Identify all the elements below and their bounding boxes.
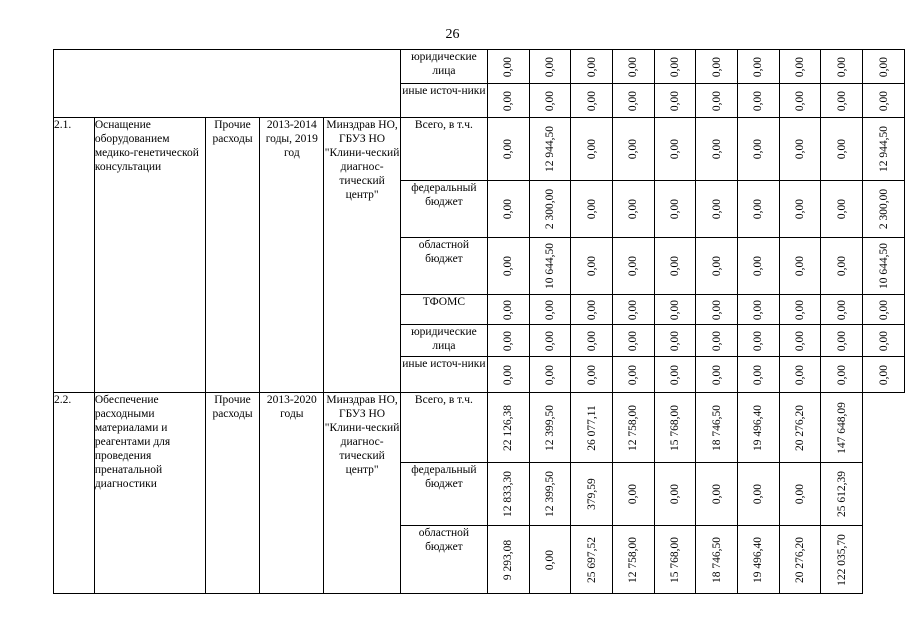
value-text: 0,00	[752, 138, 765, 160]
value-cell	[529, 526, 571, 594]
value-cell	[654, 238, 696, 295]
value-cell	[696, 238, 738, 295]
value-cell	[487, 295, 529, 325]
value-cell	[696, 357, 738, 393]
value-text: 19 496,40	[752, 536, 765, 583]
value-text: 0,00	[668, 364, 681, 385]
value-text: 0,00	[794, 90, 807, 111]
value-cell	[487, 181, 529, 238]
value-text: 0,00	[794, 138, 807, 160]
value-text: 20 276,20	[794, 404, 807, 451]
executor: Минздрав НО, ГБУЗ НО "Клини-ческий диагнос-тический центр"	[324, 118, 401, 393]
value-cell	[529, 295, 571, 325]
value-cell	[863, 238, 905, 295]
value-text: 0,00	[710, 483, 723, 505]
value-cell	[863, 84, 905, 118]
source-label-cell: Всего, в т.ч.	[400, 393, 487, 463]
value-cell	[571, 50, 613, 84]
value-text: 15 768,00	[668, 404, 681, 451]
value-text: 0,00	[543, 299, 556, 320]
value-text: 0,00	[502, 56, 515, 77]
source-label-cell: юридические лица	[400, 325, 487, 357]
value-text: 0,00	[835, 255, 848, 277]
value-text: 12 833,30	[502, 471, 515, 517]
source-label-cell: Всего, в т.ч.	[400, 118, 487, 181]
value-text: 10 644,50	[877, 243, 890, 289]
value-text: 12 944,50	[543, 126, 556, 172]
value-text: 0,00	[877, 56, 890, 77]
value-cell	[654, 463, 696, 526]
value-text: 0,00	[585, 56, 598, 77]
value-cell	[863, 295, 905, 325]
value-text: 0,00	[502, 90, 515, 111]
value-text: 0,00	[585, 198, 598, 220]
value-text: 0,00	[710, 364, 723, 385]
value-cell	[738, 118, 780, 181]
value-cell	[821, 325, 863, 357]
value-cell	[696, 118, 738, 181]
value-text: 0,00	[835, 138, 848, 160]
executor: Минздрав НО, ГБУЗ НО "Клини-ческий диагнос-тический центр"	[324, 393, 401, 594]
value-text: 0,00	[794, 330, 807, 351]
value-cell	[571, 325, 613, 357]
funding-table	[53, 49, 905, 594]
value-cell	[696, 295, 738, 325]
value-text: 0,00	[752, 255, 765, 277]
value-text: 0,00	[794, 255, 807, 277]
table-row	[54, 393, 905, 463]
value-cell	[571, 357, 613, 393]
value-cell	[696, 181, 738, 238]
value-text: 0,00	[502, 255, 515, 277]
value-text: 0,00	[794, 483, 807, 505]
value-cell	[863, 325, 905, 357]
value-cell	[779, 526, 821, 594]
value-text: 0,00	[752, 198, 765, 220]
value-cell	[863, 181, 905, 238]
value-text: 379,59	[585, 478, 598, 510]
expense-type: Прочие расходы	[205, 118, 260, 393]
value-text: 0,00	[502, 330, 515, 351]
value-text: 0,00	[877, 330, 890, 351]
value-cell	[654, 84, 696, 118]
value-text: 0,00	[710, 299, 723, 320]
value-cell	[863, 118, 905, 181]
value-text: 19 496,40	[752, 404, 765, 451]
value-cell	[654, 526, 696, 594]
expense-type: Прочие расходы	[205, 393, 260, 594]
value-text: 0,00	[752, 364, 765, 385]
value-text: 0,00	[627, 138, 640, 160]
value-cell	[487, 526, 529, 594]
value-cell	[696, 526, 738, 594]
value-text: 0,00	[543, 90, 556, 111]
value-cell	[738, 526, 780, 594]
value-text: 0,00	[794, 299, 807, 320]
value-text: 0,00	[627, 364, 640, 385]
value-cell	[529, 181, 571, 238]
value-text: 0,00	[794, 364, 807, 385]
value-cell	[821, 526, 863, 594]
value-text: 0,00	[668, 138, 681, 160]
value-cell	[571, 118, 613, 181]
value-text: 0,00	[627, 198, 640, 220]
source-label-cell: иные источ-ники	[400, 357, 487, 393]
value-text: 15 768,00	[668, 536, 681, 583]
value-cell	[612, 238, 654, 295]
value-cell	[654, 357, 696, 393]
value-cell	[779, 181, 821, 238]
page-number: 26	[445, 27, 460, 42]
value-cell	[571, 84, 613, 118]
value-cell	[487, 238, 529, 295]
value-cell	[612, 181, 654, 238]
value-cell	[779, 393, 821, 463]
value-cell	[821, 50, 863, 84]
value-text: 26 077,11	[585, 404, 598, 451]
value-cell	[821, 118, 863, 181]
value-text: 0,00	[668, 198, 681, 220]
value-cell	[612, 357, 654, 393]
value-cell	[612, 84, 654, 118]
value-text: 20 276,20	[794, 536, 807, 583]
source-label-cell: федеральный бюджет	[400, 181, 487, 238]
value-cell	[696, 393, 738, 463]
value-cell	[571, 181, 613, 238]
value-text: 25 612,39	[835, 471, 848, 517]
value-text: 10 644,50	[543, 243, 556, 289]
value-cell	[821, 357, 863, 393]
value-text: 147 648,09	[835, 401, 848, 454]
value-cell	[738, 238, 780, 295]
value-text: 0,00	[627, 90, 640, 111]
value-text: 12 944,50	[877, 126, 890, 172]
item-number: 2.1.	[54, 118, 95, 393]
value-text: 0,00	[502, 138, 515, 160]
value-text: 0,00	[835, 90, 848, 111]
value-cell	[738, 295, 780, 325]
value-cell	[612, 526, 654, 594]
value-cell	[779, 295, 821, 325]
value-cell	[571, 238, 613, 295]
value-text: 18 746,50	[710, 536, 723, 583]
value-text: 2 300,00	[543, 188, 556, 230]
value-cell	[487, 50, 529, 84]
value-cell	[529, 357, 571, 393]
value-text: 0,00	[752, 330, 765, 351]
item-name: Оснащение оборудованием медико-генетической консультации	[94, 118, 205, 393]
value-cell	[529, 84, 571, 118]
value-text: 0,00	[668, 255, 681, 277]
value-cell	[779, 325, 821, 357]
value-cell	[696, 50, 738, 84]
value-text: 0,00	[835, 299, 848, 320]
value-text: 0,00	[710, 198, 723, 220]
value-text: 0,00	[710, 138, 723, 160]
value-cell	[696, 463, 738, 526]
value-cell	[529, 325, 571, 357]
value-text: 0,00	[627, 255, 640, 277]
value-text: 12 399,50	[543, 471, 556, 517]
value-cell	[654, 181, 696, 238]
value-cell	[863, 357, 905, 393]
value-text: 0,00	[585, 255, 598, 277]
value-cell	[654, 295, 696, 325]
value-cell	[779, 84, 821, 118]
source-label-cell: ТФОМС	[400, 295, 487, 325]
value-text: 0,00	[585, 364, 598, 385]
value-text: 12 399,50	[543, 404, 556, 451]
value-text: 0,00	[502, 299, 515, 320]
implementation-period: 2013-2020 годы	[260, 393, 324, 594]
value-text: 0,00	[794, 198, 807, 220]
value-text: 0,00	[710, 56, 723, 77]
value-text: 0,00	[835, 330, 848, 351]
implementation-period: 2013-2014 годы, 2019 год	[260, 118, 324, 393]
value-cell	[738, 325, 780, 357]
value-cell	[779, 238, 821, 295]
value-cell	[738, 393, 780, 463]
value-text: 122 035,70	[835, 533, 848, 586]
value-cell	[487, 393, 529, 463]
value-cell	[612, 118, 654, 181]
source-label-cell: областной бюджет	[400, 238, 487, 295]
value-text: 0,00	[710, 90, 723, 111]
value-cell	[529, 50, 571, 84]
value-cell	[779, 463, 821, 526]
value-cell	[487, 118, 529, 181]
value-text: 12 758,00	[627, 536, 640, 583]
value-text: 0,00	[668, 90, 681, 111]
value-text: 0,00	[835, 198, 848, 220]
value-text: 18 746,50	[710, 404, 723, 451]
value-text: 0,00	[710, 330, 723, 351]
item-number: 2.2.	[54, 393, 95, 594]
value-cell	[779, 50, 821, 84]
value-cell	[529, 463, 571, 526]
value-cell	[654, 393, 696, 463]
value-text: 0,00	[710, 255, 723, 277]
table-row	[54, 50, 905, 84]
value-text: 0,00	[627, 56, 640, 77]
value-text: 2 300,00	[877, 188, 890, 230]
value-cell	[738, 181, 780, 238]
source-label-cell: иные источ-ники	[400, 84, 487, 118]
source-label-cell: федеральный бюджет	[400, 463, 487, 526]
value-text: 12 758,00	[627, 404, 640, 451]
value-cell	[529, 238, 571, 295]
value-cell	[529, 118, 571, 181]
value-cell	[821, 463, 863, 526]
value-cell	[654, 118, 696, 181]
value-text: 0,00	[752, 90, 765, 111]
value-text: 0,00	[627, 299, 640, 320]
value-cell	[738, 463, 780, 526]
value-cell	[571, 393, 613, 463]
value-text: 0,00	[585, 90, 598, 111]
value-text: 0,00	[502, 198, 515, 220]
value-cell	[654, 325, 696, 357]
value-text: 0,00	[627, 483, 640, 505]
value-text: 0,00	[585, 299, 598, 320]
value-cell	[571, 526, 613, 594]
value-cell	[612, 50, 654, 84]
value-text: 22 126,38	[502, 404, 515, 451]
value-cell	[487, 357, 529, 393]
continuation-blank-cell	[54, 50, 401, 118]
value-cell	[779, 118, 821, 181]
value-cell	[821, 295, 863, 325]
value-cell	[571, 295, 613, 325]
value-text: 25 697,52	[585, 536, 598, 583]
value-cell	[821, 238, 863, 295]
value-text: 0,00	[585, 330, 598, 351]
value-text: 0,00	[752, 483, 765, 505]
value-cell	[529, 393, 571, 463]
value-cell	[863, 50, 905, 84]
value-cell	[487, 463, 529, 526]
value-text: 0,00	[835, 56, 848, 77]
item-name: Обеспечение расходными материалами и реагентами для проведения пренатальной диагностики	[94, 393, 205, 594]
value-text: 0,00	[543, 330, 556, 351]
value-cell	[696, 325, 738, 357]
value-cell	[738, 50, 780, 84]
value-cell	[612, 393, 654, 463]
value-text: 9 293,08	[502, 539, 515, 580]
value-text: 0,00	[877, 90, 890, 111]
value-text: 0,00	[877, 364, 890, 385]
value-cell	[738, 84, 780, 118]
value-cell	[612, 325, 654, 357]
value-cell	[696, 84, 738, 118]
table-row	[54, 118, 905, 181]
value-text: 0,00	[543, 549, 556, 570]
value-cell	[612, 463, 654, 526]
source-label-cell: областной бюджет	[400, 526, 487, 594]
value-text: 0,00	[543, 364, 556, 385]
value-cell	[487, 325, 529, 357]
value-cell	[654, 50, 696, 84]
value-cell	[821, 181, 863, 238]
value-cell	[612, 295, 654, 325]
value-text: 0,00	[668, 330, 681, 351]
table-body	[54, 50, 905, 594]
value-text: 0,00	[668, 483, 681, 505]
source-label-cell: юридические лица	[400, 50, 487, 84]
value-text: 0,00	[627, 330, 640, 351]
value-text: 0,00	[585, 138, 598, 160]
value-text: 0,00	[835, 364, 848, 385]
value-text: 0,00	[752, 299, 765, 320]
value-text: 0,00	[668, 299, 681, 320]
value-cell	[487, 84, 529, 118]
value-cell	[738, 357, 780, 393]
value-text: 0,00	[877, 299, 890, 320]
value-text: 0,00	[668, 56, 681, 77]
value-text: 0,00	[794, 56, 807, 77]
value-text: 0,00	[752, 56, 765, 77]
value-cell	[779, 357, 821, 393]
value-cell	[821, 84, 863, 118]
value-cell	[571, 463, 613, 526]
value-text: 0,00	[543, 56, 556, 77]
value-text: 0,00	[502, 364, 515, 385]
value-cell	[821, 393, 863, 463]
